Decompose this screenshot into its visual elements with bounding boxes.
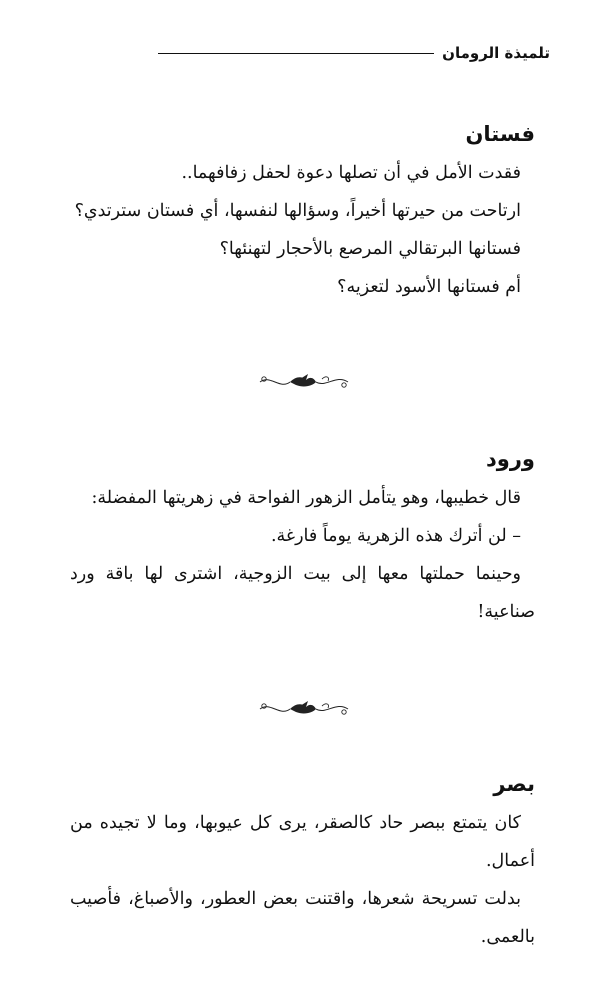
story-title: ورود — [486, 447, 535, 471]
running-header — [158, 44, 550, 62]
story-title: فستان — [465, 122, 535, 146]
story-paragraph: قال خطيبها، وهو يتأمل الزهور الفواحة في زهريتها المفضلة: — [91, 488, 521, 508]
story-paragraph: ارتاحت من حيرتها أخيراً، وسؤالها لنفسها، أي فستان سترتدي؟ — [74, 201, 521, 221]
story-basar — [70, 770, 535, 956]
story-wurud — [70, 445, 535, 631]
floral-divider-icon — [256, 370, 352, 394]
story-title: بصر — [493, 772, 535, 796]
floral-divider-icon — [256, 697, 352, 721]
story-paragraph: بدلت تسريحة شعرها، واقتنت بعض العطور، والأصباغ، فأصيب بالعمى. — [70, 889, 535, 947]
story-paragraph: كان يتمتع ببصر حاد كالصقر، يرى كل عيوبها، وما لا تجيده من أعمال. — [70, 813, 535, 871]
story-paragraph: فقدت الأمل في أن تصلها دعوة لحفل زفافهما.. — [181, 163, 521, 183]
story-paragraph: أم فستانها الأسود لتعزيه؟ — [337, 277, 521, 297]
story-fustan — [70, 120, 535, 306]
author-name: تلميذة الرومان — [442, 44, 550, 62]
story-paragraph: وحينما حملتها معها إلى بيت الزوجية، اشترى لها باقة ورد صناعية! — [70, 564, 535, 622]
story-paragraph: فستانها البرتقالي المرصع بالأحجار لتهنئها؟ — [219, 239, 521, 259]
header-rule — [158, 53, 434, 54]
story-paragraph: – لن أترك هذه الزهرية يوماً فارغة. — [270, 526, 521, 546]
